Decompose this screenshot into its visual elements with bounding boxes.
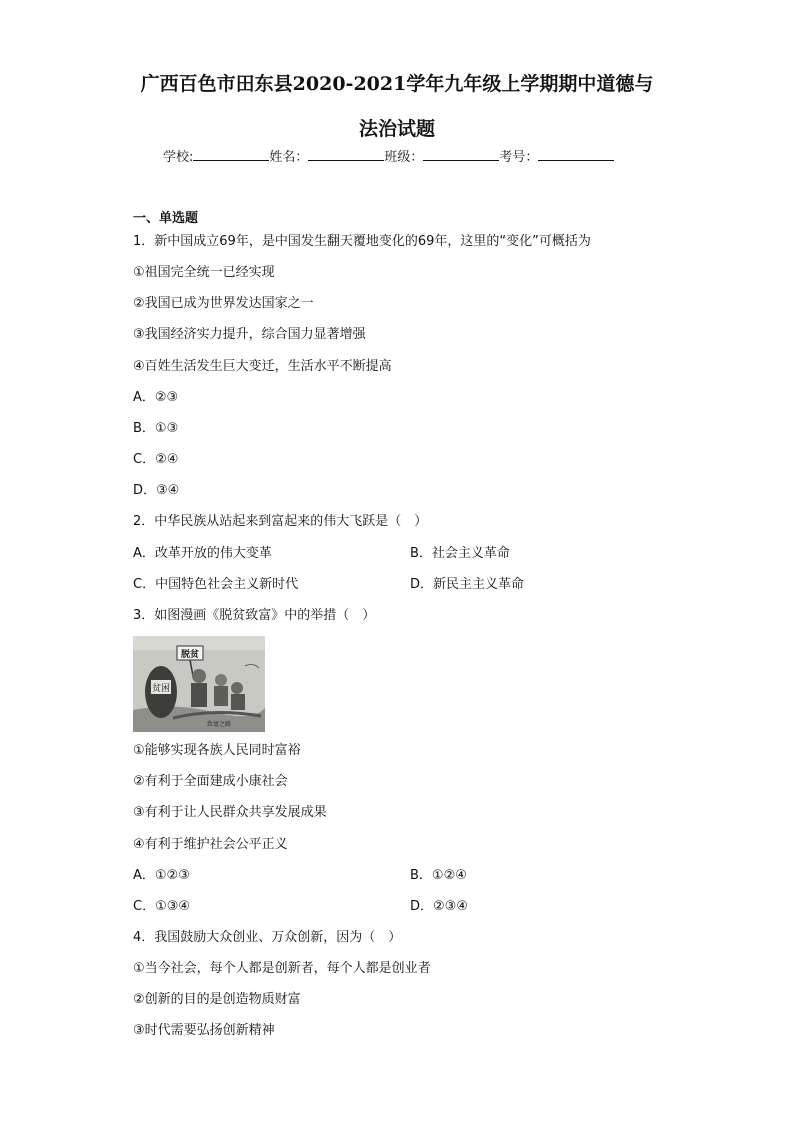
q1-option-d[interactable]: D．③④ [133, 483, 180, 498]
q4-item: ③时代需要弘扬创新精神 [133, 1023, 275, 1038]
q4-stem: 4．我国鼓励大众创业、万众创新，因为（ ） [133, 930, 402, 945]
q3-option-d[interactable]: D．②③④ [410, 899, 468, 914]
q3-option-a[interactable]: A．①②③ [133, 868, 190, 883]
school-label: 学校: [163, 150, 194, 165]
q3-item: ①能够实现各族人民同时富裕 [133, 743, 301, 758]
q2-stem: 2．中华民族从站起来到富起来的伟大飞跃是（ ） [133, 514, 428, 529]
q2-option-b[interactable]: B．社会主义革命 [410, 546, 510, 561]
class-label: 班级： [384, 150, 424, 165]
q1-item: ①祖国完全统一已经实现 [133, 265, 275, 280]
class-blank[interactable] [423, 146, 499, 161]
q1-item: ④百姓生活发生巨大变迁，生活水平不断提高 [133, 359, 392, 374]
q2-option-a[interactable]: A．改革开放的伟大变革 [133, 546, 272, 561]
section-heading: 一、单选题 [133, 211, 199, 226]
poverty-cartoon-image [133, 636, 265, 732]
number-label: 考号： [499, 150, 539, 165]
number-blank[interactable] [538, 146, 614, 161]
q3-option-c[interactable]: C．①③④ [133, 899, 191, 914]
q1-option-c[interactable]: C．②④ [133, 452, 179, 467]
q3-item: ④有利于维护社会公平正义 [133, 837, 288, 852]
q2-option-d[interactable]: D．新民主主义革命 [410, 577, 525, 592]
document-title-line1: 广西百色市田东县2020-2021学年九年级上学期期中道德与 [140, 73, 654, 95]
name-label: 姓名： [269, 150, 309, 165]
q1-stem: 1．新中国成立69年，是中国发生翻天覆地变化的69年，这里的“变化”可概括为 [133, 234, 591, 249]
q1-item: ②我国已成为世界发达国家之一 [133, 296, 314, 311]
document-title-line2: 法治试题 [358, 118, 435, 140]
q1-item: ③我国经济实力提升，综合国力显著增强 [133, 327, 366, 342]
q3-item: ③有利于让人民群众共享发展成果 [133, 805, 327, 820]
road-label: 致富之路 [206, 721, 232, 728]
q3-option-b[interactable]: B．①②④ [410, 868, 467, 883]
q4-item: ②创新的目的是创造物质财富 [133, 992, 301, 1007]
q4-item: ①当今社会，每个人都是创新者，每个人都是创业者 [133, 961, 431, 976]
q3-item: ②有利于全面建成小康社会 [133, 774, 288, 789]
sign-label: 脱贫 [180, 650, 200, 660]
student-info-row [163, 146, 614, 165]
name-blank[interactable] [308, 146, 384, 161]
q2-option-c[interactable]: C．中国特色社会主义新时代 [133, 577, 299, 592]
q3-stem: 3．如图漫画《脱贫致富》中的举措（ ） [133, 608, 376, 623]
q1-option-a[interactable]: A．②③ [133, 390, 179, 405]
school-blank[interactable] [193, 146, 269, 161]
poverty-label: 贫困 [151, 684, 171, 694]
q1-option-b[interactable]: B．①③ [133, 421, 179, 436]
